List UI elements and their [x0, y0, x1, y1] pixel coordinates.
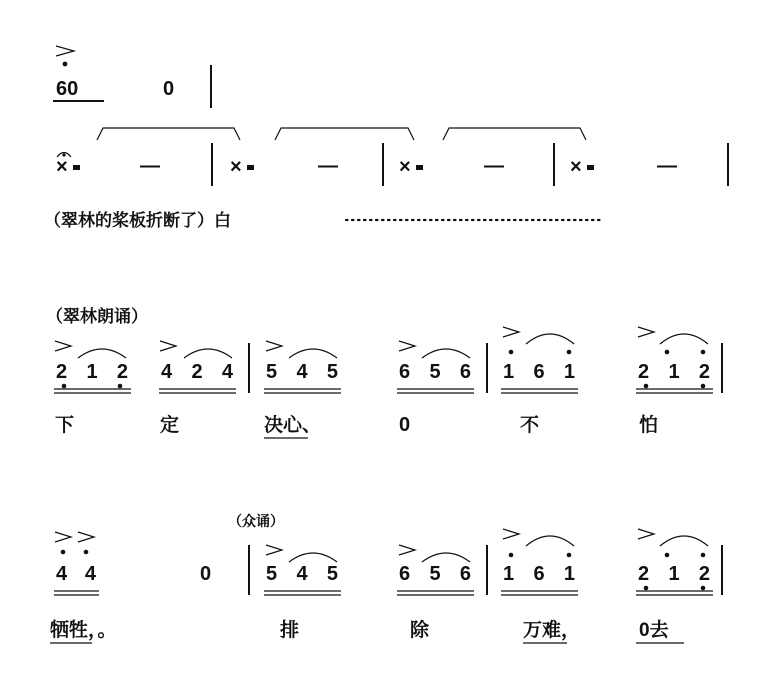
accent-mark: [638, 327, 654, 337]
tie-bracket: [97, 128, 240, 140]
lyric: 除: [410, 620, 430, 641]
octave-dot: [567, 350, 572, 355]
note-group: 656: [399, 361, 471, 383]
octave-dot: [701, 384, 706, 389]
accent-mark: [56, 46, 74, 56]
beat-x: ×: [570, 156, 582, 178]
stage-direction: （翠林的桨板折断了）白: [44, 211, 231, 230]
dash: —: [484, 155, 504, 177]
accent-mark: [638, 529, 654, 539]
accent-mark: [78, 532, 94, 542]
slur: [526, 536, 574, 546]
lyric: 下: [55, 415, 75, 436]
slur: [289, 349, 337, 358]
rest-note: 0: [163, 78, 175, 100]
beat-x: ×: [399, 156, 411, 178]
tie-bracket: [443, 128, 586, 140]
note-group: 545: [266, 563, 338, 585]
octave-dot: [701, 586, 706, 591]
octave-dot: [118, 384, 123, 389]
octave-dot: [509, 350, 514, 355]
octave-dot: [63, 62, 68, 67]
slur: [660, 536, 708, 546]
slur: [660, 334, 708, 344]
note-group: 212: [638, 361, 710, 383]
dash: —: [657, 155, 677, 177]
tremolo-mark: [247, 165, 254, 170]
lyric: 怕: [639, 415, 659, 436]
lyric: 0: [399, 414, 411, 436]
slur: [289, 553, 337, 562]
lyric: 排: [280, 620, 300, 641]
note-group: 656: [399, 563, 471, 585]
octave-dot: [701, 553, 706, 558]
octave-dot: [644, 586, 649, 591]
octave-dot: [701, 350, 706, 355]
slur: [78, 349, 126, 358]
accent-mark: [55, 532, 71, 542]
rest-note: 0: [200, 563, 212, 585]
octave-dot: [62, 384, 67, 389]
octave-dot: [665, 350, 670, 355]
lyric: 牺牲，。: [50, 620, 117, 641]
accent-mark: [160, 341, 176, 351]
octave-dot: [644, 384, 649, 389]
section-label: （众诵）: [228, 513, 284, 529]
beat-x: ×: [56, 156, 68, 178]
note-group: 212: [56, 361, 128, 383]
accent-mark: [503, 529, 519, 539]
note-group: 212: [638, 563, 710, 585]
note-group: 44: [56, 563, 96, 585]
accent-mark: [399, 545, 415, 555]
slur: [422, 553, 470, 562]
tie-bracket: [275, 128, 414, 140]
beat-x: ×: [230, 156, 242, 178]
slur: [526, 334, 574, 344]
note-group: 424: [161, 361, 233, 383]
lyric: 不: [520, 415, 540, 436]
dash: —: [140, 155, 160, 177]
note-group: 60: [56, 78, 79, 100]
note-group: 161: [503, 361, 575, 383]
accent-mark: [399, 341, 415, 351]
note-group: 545: [266, 361, 338, 383]
lyric: 万难，: [523, 620, 581, 641]
accent-mark: [55, 341, 71, 351]
accent-mark: [266, 341, 282, 351]
tremolo-mark: [587, 165, 594, 170]
accent-mark: [266, 545, 282, 555]
dash: —: [318, 155, 338, 177]
octave-dot: [665, 553, 670, 558]
octave-dot: [509, 553, 514, 558]
accent-mark: [503, 327, 519, 337]
slur: [422, 349, 470, 358]
slur: [184, 349, 232, 358]
octave-dot: [61, 550, 66, 555]
note-group: 161: [503, 563, 575, 585]
lyric: 定: [160, 415, 180, 436]
tremolo-mark: [73, 165, 80, 170]
lyric: 0去: [639, 620, 669, 641]
octave-dot: [567, 553, 572, 558]
lyric: 决心、: [264, 415, 322, 436]
tremolo-mark: [416, 165, 423, 170]
section-label: （翠林朗诵）: [46, 307, 148, 326]
octave-dot: [84, 550, 89, 555]
